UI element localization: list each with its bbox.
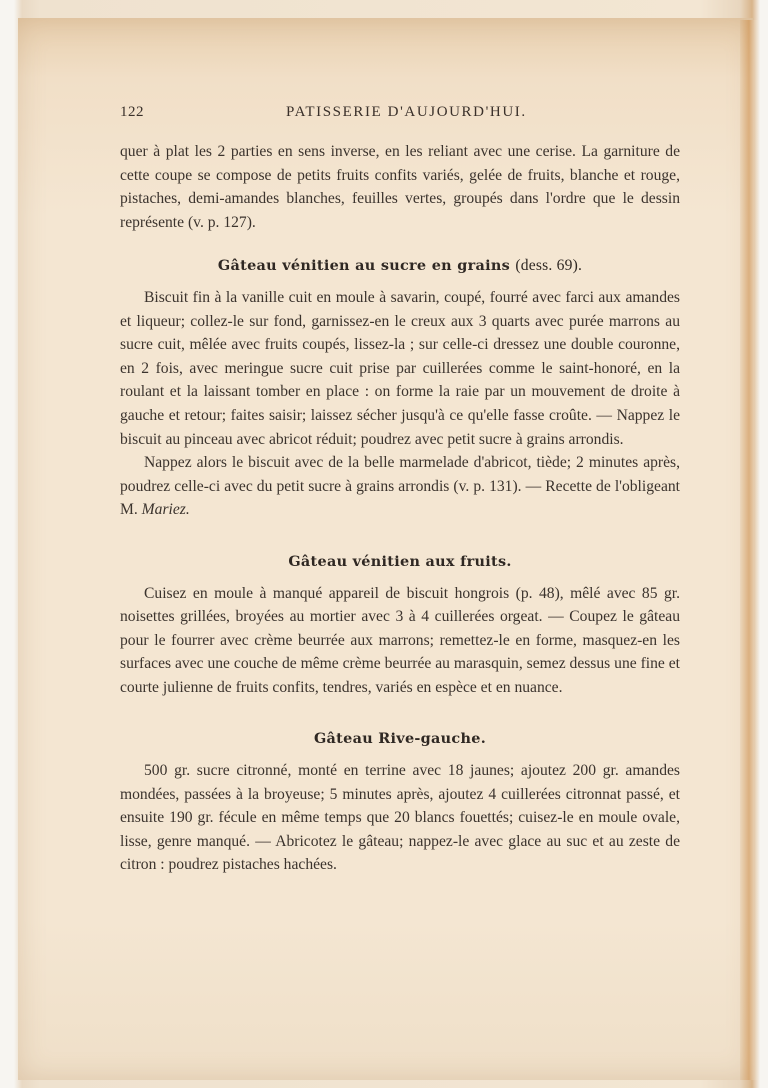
page-content	[120, 140, 680, 877]
page-header	[120, 104, 680, 128]
section-title-note: (dess. 69).	[515, 257, 583, 275]
section-paragraph: Cuisez en moule à manqué appareil de biscuit hongrois (p. 48), mêlé avec 85 gr. noisettes grillées, broyées au mortier avec 3 à 4 cuillerées orgeat. — Coupez le gâteau pour le fourrer avec crème beurrée aux marrons; remettez-le en forme, masquez-en les surfaces avec une couche de même crème beurrée au marasquin, semez dessus une fine et courte julienne de fruits confits, tendres, variés en espèce et en nuance.	[120, 584, 680, 696]
spacer	[120, 699, 680, 727]
spacer	[120, 278, 680, 286]
section-title-gateau-rive-gauche: Gâteau Rive-gauche.	[313, 730, 487, 748]
credit-name: Mariez.	[141, 501, 190, 519]
page-edge-shadow	[740, 20, 758, 1080]
section-paragraph-text: Nappez alors le biscuit avec de la belle marmelade d'abricot, tiède; 2 minutes après, poudrez celle-ci avec du petit sucre à grains arrondis (v. p. 131). — Recette de l'obligeant M.	[120, 454, 680, 519]
running-title: PATISSERIE D'AUJOURD'HUI.	[286, 104, 527, 120]
spacer	[120, 234, 680, 254]
intro-paragraph: quer à plat les 2 parties en sens inverse, en les reliant avec une cerise. La garniture de cette coupe se compose de petits fruits confits variés, gelée de fruits, blanche et rouge, pistaches, demi-amandes blanches, feuilles vertes, groupés dans l'ordre que le dessin représente (v. p. 127).	[120, 143, 680, 231]
page-number: 122	[120, 104, 144, 120]
section-title-gateau-venitien-fruits: Gâteau vénitien aux fruits.	[288, 552, 512, 570]
section-paragraph: 500 gr. sucre citronné, monté en terrine avec 18 jaunes; ajoutez 200 gr. amandes mondées, passées à la broyeuse; 5 minutes après, ajoutez 4 cuillerées citronnat passé, et ensuite 190 gr. fécule en même temps que 20 blancs fouettés; cuisez-le en moule ovale, lisse, genre manqué. — Abricotez le gâteau; nappez-le avec glace au suc et au zeste de citron : poudrez pistaches hachées.	[120, 762, 680, 874]
spacer	[120, 522, 680, 550]
section-title-text: Gâteau vénitien au sucre en grains	[217, 257, 511, 275]
section-paragraph: Biscuit fin à la vanille cuit en moule à savarin, coupé, fourré avec farci aux amandes et liqueur; collez-le sur fond, garnissez-en le creux aux 3 quarts avec purée marrons au sucre cuit, mêlée avec fruits coupés, lissez-la ; sur celle-ci dressez une double couronne, en 2 fois, avec meringue sucre cuit prise par cuillerées comme le saint-honoré, en la roulant et la laissant tomber en place : on forme la raie par un mouvement de droite à gauche et retour; faites saisir; laissez sécher jusqu'à ce qu'elle fasse croûte. — Nappez le biscuit au pinceau avec abricot réduit; poudrez avec petit sucre à grains arrondis.	[120, 288, 680, 448]
spacer	[120, 751, 680, 759]
section-paragraph	[120, 451, 680, 522]
section-title-gateau-venitien-sucre	[120, 254, 680, 278]
spacer	[120, 574, 680, 582]
